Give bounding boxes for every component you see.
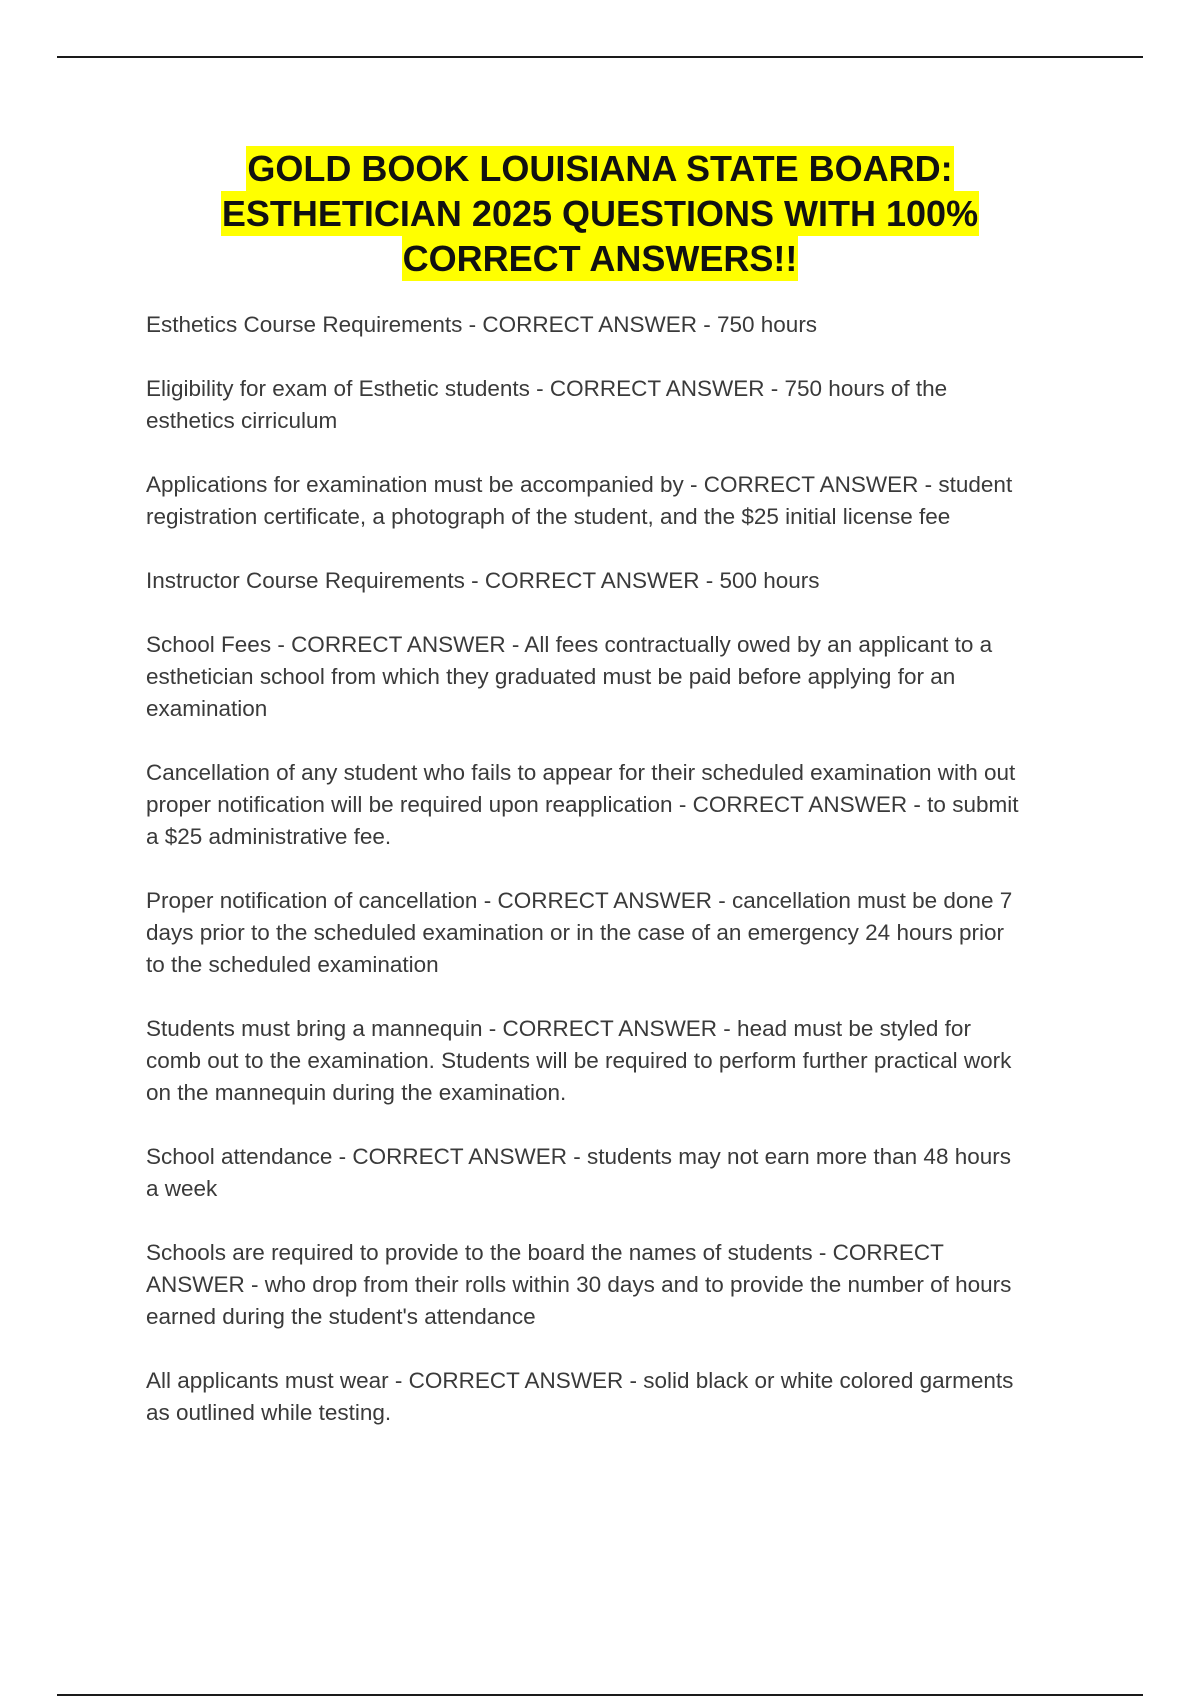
qa-line: to the scheduled examination xyxy=(146,952,439,977)
qa-line: Proper notification of cancellation - CORRECT ANSWER - cancellation must be done 7 xyxy=(146,888,1013,913)
qa-line: a $25 administrative fee. xyxy=(146,824,392,849)
qa-line: All applicants must wear - CORRECT ANSWER - solid black or white colored garments xyxy=(146,1368,1014,1393)
qa-item xyxy=(146,373,1096,437)
qa-line: Instructor Course Requirements - CORRECT ANSWER - 500 hours xyxy=(146,568,820,593)
title-line-3: CORRECT ANSWERS!! xyxy=(402,238,798,279)
qa-line: examination xyxy=(146,696,268,721)
qa-line: comb out to the examination. Students will be required to perform further practical work xyxy=(146,1048,1012,1073)
qa-line: Esthetics Course Requirements - CORRECT ANSWER - 750 hours xyxy=(146,312,818,337)
qa-line: esthetics cirriculum xyxy=(146,408,338,433)
qa-line: esthetician school from which they graduated must be paid before applying for an xyxy=(146,664,956,689)
qa-item xyxy=(146,1141,1096,1205)
document-title xyxy=(100,146,1100,281)
qa-line: proper notification will be required upon reapplication - CORRECT ANSWER - to submit xyxy=(146,792,1019,817)
qa-line: Schools are required to provide to the board the names of students - CORRECT xyxy=(146,1240,944,1265)
qa-item xyxy=(146,309,1096,341)
qa-line: ANSWER - who drop from their rolls within 30 days and to provide the number of hours xyxy=(146,1272,1012,1297)
qa-item xyxy=(146,1365,1096,1429)
qa-item xyxy=(146,565,1096,597)
qa-item xyxy=(146,469,1096,533)
qa-item xyxy=(146,885,1096,981)
qa-line: Cancellation of any student who fails to appear for their scheduled examination with out xyxy=(146,760,1016,785)
title-line-2: ESTHETICIAN 2025 QUESTIONS WITH 100% xyxy=(221,193,979,234)
qa-line: Students must bring a mannequin - CORRECT ANSWER - head must be styled for xyxy=(146,1016,971,1041)
qa-line: School attendance - CORRECT ANSWER - students may not earn more than 48 hours xyxy=(146,1144,1011,1169)
top-divider xyxy=(57,56,1143,58)
qa-line: earned during the student's attendance xyxy=(146,1304,536,1329)
title-line-1: GOLD BOOK LOUISIANA STATE BOARD: xyxy=(247,148,953,189)
qa-line: as outlined while testing. xyxy=(146,1400,392,1425)
qa-line: registration certificate, a photograph of the student, and the $25 initial license fee xyxy=(146,504,951,529)
qa-line: Eligibility for exam of Esthetic students - CORRECT ANSWER - 750 hours of the xyxy=(146,376,948,401)
qa-item xyxy=(146,1237,1096,1333)
qa-item xyxy=(146,757,1096,853)
qa-line: Applications for examination must be accompanied by - CORRECT ANSWER - student xyxy=(146,472,1013,497)
qa-line: School Fees - CORRECT ANSWER - All fees contractually owed by an applicant to a xyxy=(146,632,993,657)
qa-line: days prior to the scheduled examination or in the case of an emergency 24 hours prior xyxy=(146,920,1004,945)
question-answer-list xyxy=(146,309,1096,1461)
bottom-divider xyxy=(57,1694,1143,1696)
qa-line: a week xyxy=(146,1176,218,1201)
qa-item xyxy=(146,629,1096,725)
qa-line: on the mannequin during the examination. xyxy=(146,1080,567,1105)
qa-item xyxy=(146,1013,1096,1109)
